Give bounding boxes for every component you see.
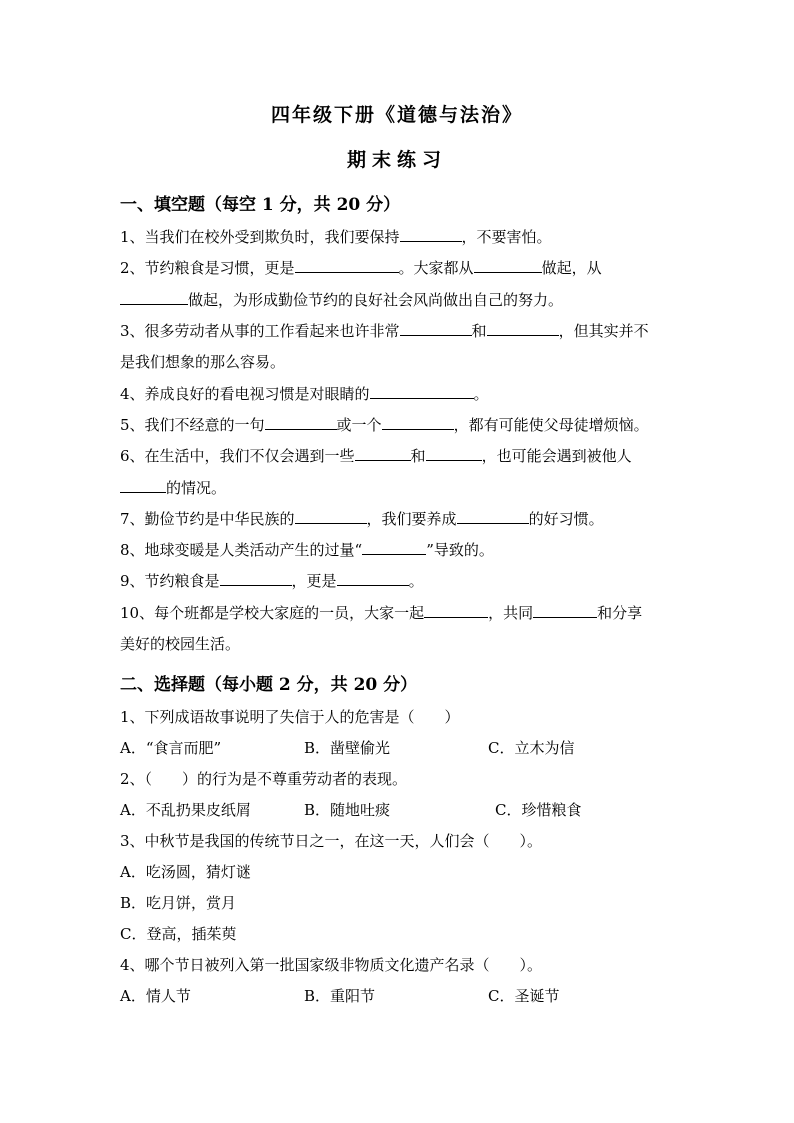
fill-question-2-cont: 做起，为形成勤俭节约的良好社会风尚做出自己的努力。 [120, 290, 563, 310]
answer-blank[interactable] [424, 603, 488, 618]
fill-question-6: 6、在生活中，我们不仅会遇到一些 和 ，也可能会遇到被他人 [120, 447, 632, 465]
choice-2-option-b[interactable]: B．随地吐痰 [304, 801, 391, 819]
choice-3-option-c[interactable]: C．登高，插茱萸 [120, 925, 237, 943]
page-subtitle: 期末练习 [346, 149, 447, 171]
answer-blank[interactable] [295, 258, 399, 273]
choice-question-2-stem: 2、（ ）的行为是不尊重劳动者的表现。 [120, 770, 408, 788]
answer-blank[interactable] [120, 478, 166, 493]
answer-blank[interactable] [487, 321, 559, 336]
choice-3-option-a[interactable]: A．吃汤圆，猜灯谜 [120, 863, 251, 881]
choice-question-4-stem: 4、哪个节日被列入第一批国家级非物质文化遗产名录（ ）。 [120, 956, 543, 974]
answer-blank[interactable] [474, 258, 542, 273]
section-heading-choice: 二、选择题（每小题 2 分，共 20 分） [120, 675, 418, 695]
choice-4-option-a[interactable]: A．情人节 [120, 987, 191, 1005]
answer-blank[interactable] [337, 571, 409, 586]
fill-question-3: 3、很多劳动者从事的工作看起来也许非常 和 ，但其实并不 [120, 322, 649, 340]
choice-1-option-c[interactable]: C．立木为信 [488, 739, 575, 757]
section-heading-fill: 一、填空题（每空 1 分，共 20 分） [120, 195, 401, 215]
answer-blank[interactable] [457, 509, 529, 524]
answer-blank[interactable] [220, 571, 292, 586]
answer-blank[interactable] [400, 227, 462, 242]
answer-blank[interactable] [355, 446, 411, 461]
fill-question-10: 10、每个班都是学校大家庭的一员，大家一起 ，共同 和分享 [120, 604, 643, 622]
fill-question-7: 7、勤俭节约是中华民族的 ，我们要养成 的好习惯。 [120, 510, 604, 528]
fill-question-4: 4、养成良好的看电视习惯是对眼睛的 。 [120, 385, 489, 403]
answer-blank[interactable] [295, 509, 367, 524]
choice-2-option-c[interactable]: C．珍惜粮食 [495, 801, 582, 819]
answer-blank[interactable] [370, 384, 474, 399]
answer-blank[interactable] [265, 415, 337, 430]
answer-blank[interactable] [382, 415, 454, 430]
choice-3-option-b[interactable]: B．吃月饼，赏月 [120, 894, 237, 912]
fill-question-3-cont: 是我们想象的那么容易。 [120, 353, 286, 371]
choice-4-option-c[interactable]: C．圣诞节 [488, 987, 560, 1005]
fill-question-5: 5、我们不经意的一句 或一个 ，都有可能使父母徒增烦恼。 [120, 416, 649, 434]
choice-2-option-a[interactable]: A．不乱扔果皮纸屑 [120, 801, 251, 819]
fill-question-1: 1、当我们在校外受到欺负时，我们要保持 ，不要害怕。 [120, 228, 552, 246]
fill-question-6-cont: 的情况。 [120, 478, 226, 498]
fill-question-8: 8、地球变暖是人类活动产生的过量“ ”导致的。 [120, 541, 494, 559]
answer-blank[interactable] [362, 540, 426, 555]
choice-4-option-b[interactable]: B．重阳节 [304, 987, 376, 1005]
answer-blank[interactable] [426, 446, 482, 461]
choice-question-1-stem: 1、下列成语故事说明了失信于人的危害是（ ） [120, 708, 460, 726]
choice-1-option-a[interactable]: A．“食言而肥” [120, 739, 222, 757]
choice-question-3-stem: 3、中秋节是我国的传统节日之一，在这一天，人们会（ ）。 [120, 832, 543, 850]
fill-question-2: 2、节约粮食是习惯，更是 。大家都从 做起，从 [120, 259, 602, 277]
page-title: 四年级下册《道德与法治》 [270, 104, 523, 126]
answer-blank[interactable] [533, 603, 597, 618]
answer-blank[interactable] [400, 321, 472, 336]
answer-blank[interactable] [120, 290, 188, 305]
fill-question-10-cont: 美好的校园生活。 [120, 635, 241, 653]
choice-1-option-b[interactable]: B．凿壁偷光 [304, 739, 391, 757]
fill-question-9: 9、节约粮食是 ，更是 。 [120, 572, 424, 590]
